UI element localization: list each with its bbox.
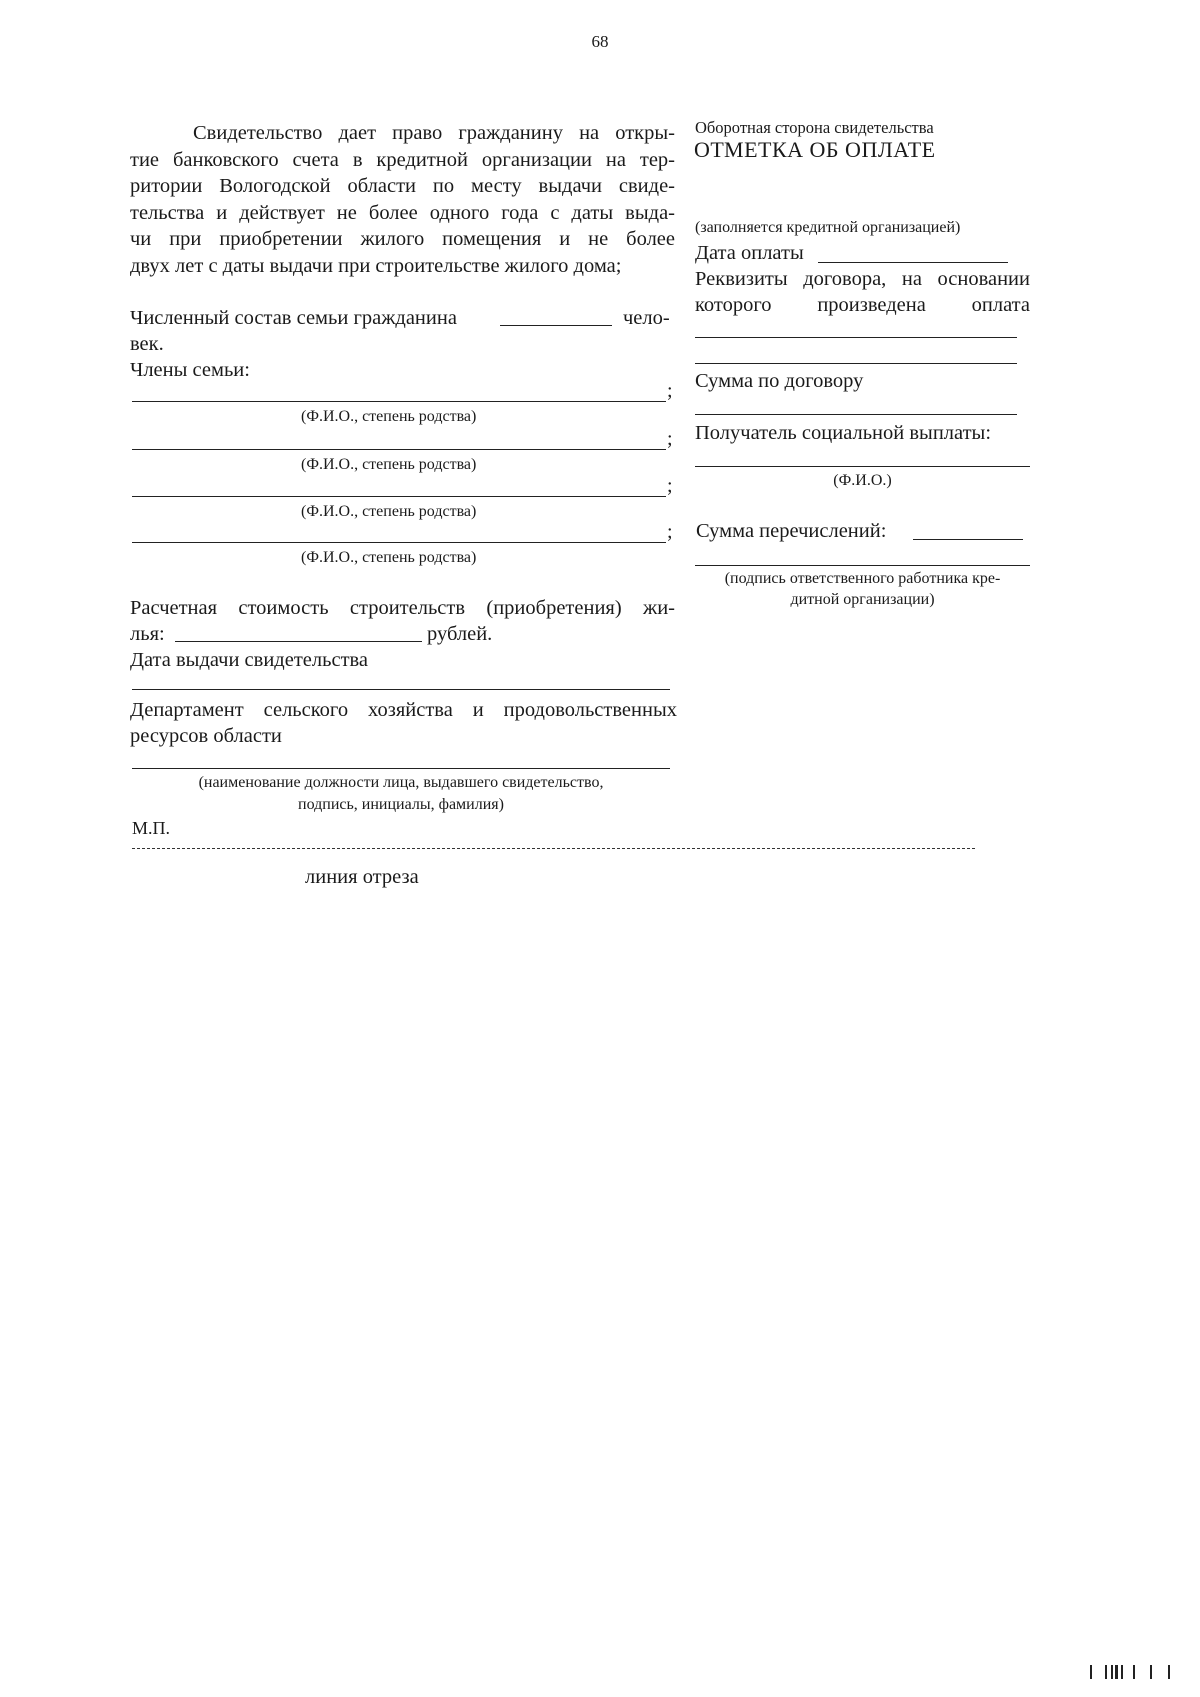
contract-details-line2: которого произведена оплата <box>695 294 1030 316</box>
paragraph-line: ритории Вологодской области по месту выдачи свиде- <box>130 175 675 197</box>
cut-line-label: линия отреза <box>305 866 419 888</box>
semicolon: ; <box>667 428 673 450</box>
housing-cost-unit: рублей. <box>427 623 493 645</box>
family-member-caption: (Ф.И.О., степень родства) <box>301 408 477 425</box>
family-size-suffix: чело- <box>623 307 670 329</box>
family-size-field[interactable] <box>500 325 612 326</box>
family-size-label: Численный состав семьи гражданина <box>130 307 457 329</box>
official-signature-field[interactable] <box>132 768 670 769</box>
family-member-caption: (Ф.И.О., степень родства) <box>301 503 477 520</box>
contract-sum-field[interactable] <box>695 414 1017 415</box>
family-member-field-3[interactable] <box>132 496 666 497</box>
payment-date-field[interactable] <box>818 262 1008 263</box>
semicolon: ; <box>667 521 673 543</box>
recipient-field[interactable] <box>695 466 1030 467</box>
family-member-field-4[interactable] <box>132 542 666 543</box>
family-member-caption: (Ф.И.О., степень родства) <box>301 456 477 473</box>
payment-date-label: Дата оплаты <box>695 242 804 264</box>
paragraph-line: двух лет с даты выдачи при строительстве жилого дома; <box>130 254 622 277</box>
issue-date-label: Дата выдачи свидетельства <box>130 649 369 671</box>
contract-details-line1: Реквизиты договора, на основании <box>695 268 1030 290</box>
page-number: 68 <box>591 32 609 51</box>
signature-field[interactable] <box>695 565 1030 566</box>
department-name-line2: ресурсов области <box>130 725 282 747</box>
signature-caption-line2: дитной организации) <box>790 591 935 608</box>
transfer-sum-label: Сумма перечислений: <box>696 520 887 542</box>
family-members-label: Члены семьи: <box>130 359 250 381</box>
semicolon: ; <box>667 380 673 402</box>
contract-details-field-2[interactable] <box>695 363 1017 364</box>
official-caption-line2: подпись, инициалы, фамилия) <box>298 796 504 813</box>
contract-details-field-1[interactable] <box>695 337 1017 338</box>
housing-cost-label: Расчетная стоимость строительств (приобретения) жи- <box>130 597 675 619</box>
filled-by-note: (заполняется кредитной организацией) <box>695 219 961 236</box>
stamp-place-label: М.П. <box>132 818 171 838</box>
family-member-caption: (Ф.И.О., степень родства) <box>301 549 477 566</box>
paragraph-line: тельства и действует не более одного года с даты выда- <box>130 201 675 224</box>
paragraph-line: Свидетельство дает право гражданину на откры- <box>193 122 675 144</box>
housing-cost-prefix: лья: <box>130 623 165 645</box>
cut-line <box>132 848 975 849</box>
certificate-rights-paragraph <box>130 120 675 279</box>
family-size-continuation: век. <box>130 333 164 355</box>
reverse-side-label: Оборотная сторона свидетельства <box>695 118 934 137</box>
housing-cost-field[interactable] <box>175 641 422 642</box>
family-member-field-2[interactable] <box>132 449 666 450</box>
recipient-caption: (Ф.И.О.) <box>833 472 892 489</box>
signature-caption-line1: (подпись ответственного работника кре- <box>724 570 1001 587</box>
paragraph-line: чи при приобретении жилого помещения и не более <box>130 228 675 250</box>
contract-sum-label: Сумма по договору <box>695 370 864 392</box>
semicolon: ; <box>667 475 673 497</box>
payment-mark-title: ОТМЕТКА ОБ ОПЛАТЕ <box>694 137 936 162</box>
family-member-field-1[interactable] <box>132 401 666 402</box>
official-caption-line1: (наименование должности лица, выдавшего свидетельство, <box>198 774 604 791</box>
recipient-label: Получатель социальной выплаты: <box>695 422 992 444</box>
department-name-line1: Департамент сельского хозяйства и продовольственных <box>130 699 677 721</box>
paragraph-line: тие банковского счета в кредитной организации на тер- <box>130 148 675 171</box>
transfer-sum-field[interactable] <box>913 539 1023 540</box>
issue-date-field[interactable] <box>132 689 670 690</box>
